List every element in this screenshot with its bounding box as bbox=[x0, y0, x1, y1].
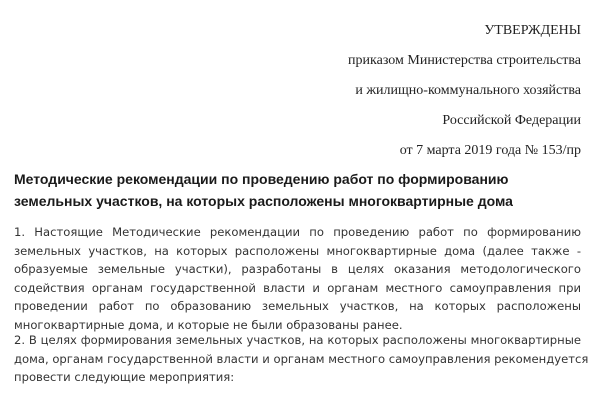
approval-line-1: приказом Министерства строительства bbox=[348, 53, 581, 68]
document-title-line-1: Методические рекомендации по проведению работ по формированию bbox=[14, 171, 509, 187]
paragraph-line: проведении работ по образованию земельных участков, на которых расположены bbox=[14, 299, 581, 314]
paragraph-line: дома, органам государственной власти и органам местного самоуправления рекомендуется bbox=[14, 351, 589, 366]
paragraph-1 bbox=[14, 223, 581, 335]
approval-block bbox=[348, 20, 581, 170]
approval-heading: УТВЕРЖДЕНЫ bbox=[484, 23, 581, 38]
approval-date-line: от 7 марта 2019 года № 153/пр bbox=[399, 143, 581, 158]
paragraph-line: 2. В целях формирования земельных участков, на которых расположены многоквартирные bbox=[14, 333, 581, 347]
approval-line-2: и жилищно-коммунального хозяйства bbox=[355, 83, 581, 98]
paragraph-line: провести следующие мероприятия: bbox=[14, 370, 235, 385]
paragraph-line: многоквартирные дома, и которые не были образованы ранее. bbox=[14, 317, 403, 332]
document-title bbox=[14, 168, 581, 212]
paragraph-line: земельных участков, на которых расположены многоквартирные дома (далее также - bbox=[14, 243, 581, 258]
paragraph-line: 1. Настоящие Методические рекомендации по проведению работ по формированию bbox=[14, 225, 581, 239]
approval-line-3: Российской Федерации bbox=[442, 113, 581, 128]
paragraph-line: содействия органам государственной власти и органам местного самоуправления при bbox=[14, 280, 581, 295]
paragraph-2 bbox=[14, 331, 589, 387]
document-title-line-2: земельных участков, на которых расположены многоквартирные дома bbox=[14, 193, 513, 209]
paragraph-line: образуемые земельные участки), разработаны в целях оказания методологического bbox=[14, 262, 581, 277]
